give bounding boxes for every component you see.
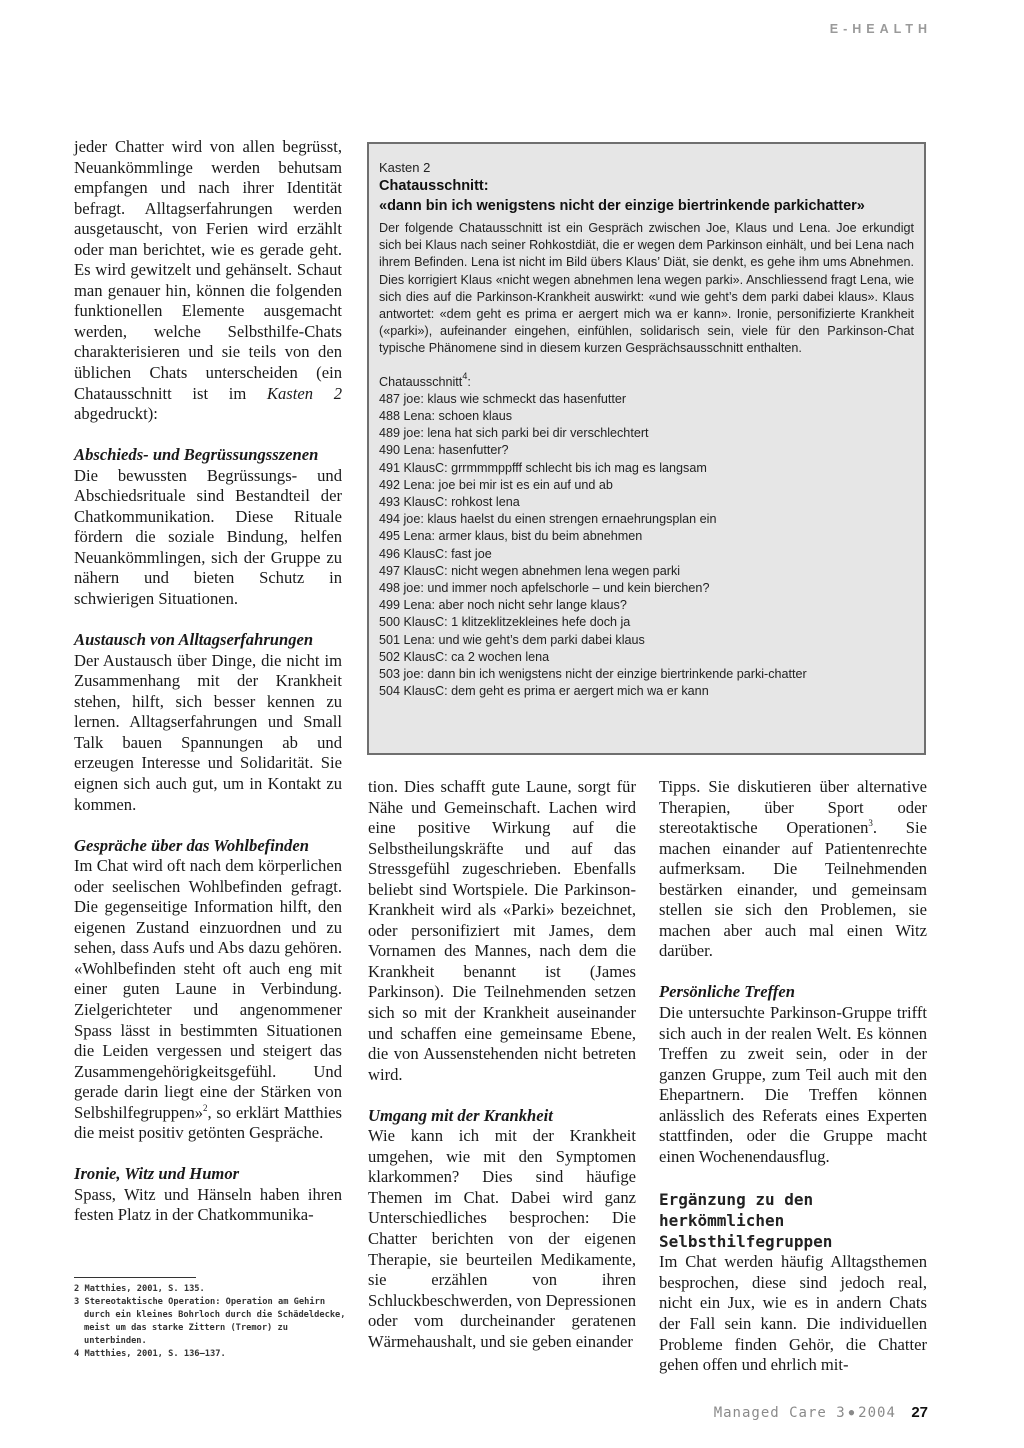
chat-line: 487 joe: klaus wie schmeckt das hasenfutter [379, 391, 627, 406]
section-text-abschied: Die bewussten Begrüssungs- und Abschiedsrituale sind Bestandteil der Chatkommunikation. Diese Rituale fördern die soziale Bindung, helfen Neuankömmlingen, sich der Gruppe zu nähern und bieten Schutz in schwierigen Situationen. [74, 465, 342, 609]
footnote-rule [74, 1277, 196, 1278]
chat-line: 494 joe: klaus haelst du einen strengen ernaehrungsplan ein [379, 512, 717, 527]
box-title-line2: «dann bin ich wenigstens nicht der einzige biertrinkende parkichatter» [379, 198, 865, 214]
middle-column [368, 777, 636, 1352]
box-intro: Der folgende Chatausschnitt ist ein Gespräch zwischen Joe, Klaus und Lena. Joe erkundigt sich bei Klaus nach seiner Rohkostdiät, die er wegen dem Parkinson einhält, und bei Lena nach ihrem Befinden. Lena ist nicht im Bild übers Klaus’ Diät, sie denkt, es gehe ihm ums Abnehmen. Dies korrigiert Klaus «nicht wegen abnehmen lena wegen parki». Anschliessend fragt Lena, wie sich dies auf die Parkinson-Krankheit auswirkt: «und wie geht’s dem parki dabei klaus». Klaus antwortet: «dem geht es prima er aergert mich wa er kann». Ironie, personifizierte Krankheit («parki»), aufeinander eingehen, einfühlen, solidarisch sein, viele für den Parkinson-Chat typische Phänomene sind in diesem kurzen Gesprächsausschnitt enthalten. [379, 221, 914, 356]
box-title-line1: Chatausschnitt: [379, 178, 489, 194]
running-head-section: E-HEALTH [829, 22, 932, 36]
chat-line: 504 KlausC: dem geht es prima er aergert mich wa er kann [379, 684, 709, 699]
chat-line: 495 Lena: armer klaus, bist du beim abnehmen [379, 529, 643, 544]
section-text-krankheit: Wie kann ich mit der Krankheit umgehen, wie mit den Symptomen klarkommen? Dies sind häufige Themen im Chat. Dabei wird ganz Unterschiedliches besprochen: Die Chatter berichten von der eigenen Therapie, sie beurteilen Medikamente, sie erzählen von ihren Schluckbeschwerden, von Depressionen oder vom durcheinander geratenen Wärmehaushalt, und sie geben einander [368, 1126, 636, 1351]
chat-line: 491 KlausC: grrmmmppfff schlecht bis ich mag es langsam [379, 460, 707, 475]
wohlbefinden-text: Im Chat wird oft nach dem körperlichen oder seelischen Wohlbefinden gefragt. Die gegenseitige Information hilft, den eigenen Zustand einzuordnen und zu sehen, dass Aufs und Abs dazu gehören. «Wohlbefinden steht oft auch eng mit einer guten Laune in Verbindung. Zielgerichteter und angenommener Spass lässt in bestimmten Situationen die Leiden vergessen und steigert das Zusammengehörigkeitsgefühl. Und gerade darin liegt eine der Stärken von Selbshilfegruppen» [74, 856, 342, 1122]
footnote-ref-3: 3 [868, 818, 873, 829]
issue-year: 2004 [858, 1405, 896, 1421]
section-heading-alltag: Austausch von Alltagserfahrungen [74, 630, 314, 650]
footnote-ref-2: 2 [203, 1102, 208, 1113]
section-text-humor: Spass, Witz und Hänseln haben ihren festen Platz in der Chatkommunika- [74, 1184, 342, 1225]
humor-continuation: tion. Dies schafft gute Laune, sorgt für Nähe und Gemeinschaft. Lachen wird eine positive Wirkung auf die Selbstheilungskräfte und auf das Stressgefühl zugeschrieben. Ebenfalls beliebt sind Wortspiele. Die Parkinson-Krankheit wird als «Parki» bezeichnet, oder personifiziert mit James, dem Vornamen des Mannes, nach dem die Krankheit benannt ist (James Parkinson). Die Teilnehmenden setzen sich so mit der Krankheit auseinander und schaffen eine gemeinsame Ebene, die von Aussenstehenden nicht betreten wird. [368, 777, 636, 1084]
section-text-treffen: Die untersuchte Parkinson-Gruppe trifft sich auch in der realen Welt. Es können Treffen zu zweit sein, oder in der ganzen Gruppe, zum Teil auch mit den Ehepartnern. Die Treffen können anlässlich des Referats eines Experten stattfinden, oder die Gruppe macht einen Wochenendausflug. [659, 1003, 927, 1166]
chat-line: 492 Lena: joe bei mir ist es ein auf und ab [379, 477, 613, 492]
section-heading-treffen: Persönliche Treffen [659, 982, 795, 1002]
footnote-4: 4 Matthies, 2001, S. 136–137. [74, 1349, 226, 1359]
page-footer [714, 1404, 928, 1421]
intro-paragraph [74, 137, 342, 425]
box-label: Kasten 2 [379, 160, 431, 175]
chat-line: 502 KlausC: ca 2 wochen lena [379, 649, 550, 664]
section-heading-wohlbefinden: Gespräche über das Wohlbefinden [74, 835, 309, 855]
chat-line: 489 joe: lena hat sich parki bei dir verschlechtert [379, 426, 649, 441]
chat-line: 490 Lena: hasenfutter? [379, 443, 509, 458]
chat-line: 497 KlausC: nicht wegen abnehmen lena wegen parki [379, 563, 681, 578]
footnotes [74, 1283, 346, 1361]
chat-line: 501 Lena: und wie geht’s dem parki dabei klaus [379, 632, 645, 647]
chat-line: 488 Lena: schoen klaus [379, 409, 513, 424]
tipps-text-end: . Sie machen einander auf Patientenrechte aufmerksam. Die Teilnehmenden bestärken einander, und gemeinsam stellen sie sich den Problemen, sie machen aber auch mal einen Witz darüber. [659, 818, 927, 961]
chat-label-text: Chatausschnitt [379, 374, 463, 389]
chat-lines-list [379, 391, 914, 701]
chat-excerpt-box [367, 142, 926, 755]
section-heading-humor: Ironie, Witz und Humor [74, 1164, 240, 1184]
left-column [74, 137, 342, 1226]
footnote-3: 3 Stereotaktische Operation: Operation am Gehirn durch ein kleines Bohrloch durch die Schädeldecke, meist um das starke Zittern (Tremor) zu unterbinden. [74, 1297, 346, 1346]
wohlbefinden-text-end: , so erklärt Matthies die meist positiv getönten Gespräche. [74, 1102, 342, 1143]
bullet-separator: ● [848, 1408, 856, 1418]
chat-line: 503 joe: dann bin ich wenigstens nicht der einzige biertrinkende parki-chatter [379, 667, 807, 682]
box-reference: Kasten 2 [266, 383, 342, 403]
chat-excerpt-label [379, 370, 914, 391]
issue-number: 3 [836, 1405, 846, 1421]
section-text-wohlbefinden [74, 856, 342, 1144]
section-heading-krankheit: Umgang mit der Krankheit [368, 1105, 553, 1125]
chat-label-colon: : [467, 374, 471, 389]
footnote-2: 2 Matthies, 2001, S. 135. [74, 1284, 205, 1294]
section-text-ergaenzung: Im Chat werden häufig Alltagsthemen besprochen, diese sind jedoch real, nicht ein Jux, wie es in andern Chats der Fall sein kann. Die individuellen Probleme finden Gehör, die Chatter gehen offen und ehrlich mit- [659, 1252, 927, 1375]
footnote-ref-4: 4 [462, 370, 468, 381]
tipps-text: Tipps. Sie diskutieren über alternative Therapien, über Sport oder stereotaktische Operationen [659, 777, 927, 838]
chat-line: 496 KlausC: fast joe [379, 546, 492, 561]
section-text-alltag: Der Austausch über Dinge, die nicht im Zusammenhang mit der Krankheit stehen, hilft, sich besser kennen zu lernen. Alltagserfahrungen und Small Talk bauen Spannungen ab und erzeugen Interesse und Solidarität. Sie eignen sich auch gut, um in Kontakt zu kommen. [74, 650, 342, 814]
right-column [659, 777, 927, 1376]
tipps-paragraph [659, 777, 927, 962]
chat-line: 499 Lena: aber noch nicht sehr lange klaus? [379, 598, 627, 613]
intro-text: jeder Chatter wird von allen begrüsst, Neuankömmlinge werden behutsam empfangen und nach ihrer Identität befragt. Alltagserfahrungen werden ausgetauscht, von Ferien wird erzählt oder man berichtet, wie es gerade geht. Es wird gewitzelt und gehänselt. Schaut man genauer hin, können die folgenden funktionellen Elemente ausgemacht werden, welche Selbsthilfe-Chats charakterisieren und sie teils von den üblichen Chats unterscheiden (ein Chatausschnitt ist im [74, 137, 342, 403]
intro-text-end: abgedruckt): [74, 404, 158, 424]
chat-line: 498 joe: und immer noch apfelschorle – und kein bierchen? [379, 581, 710, 596]
main-heading-ergaenzung: Ergänzung zu den herkömmlichen Selbsthilfegruppen [659, 1190, 833, 1252]
chat-line: 500 KlausC: 1 klitzeklitzekleines hefe doch ja [379, 615, 631, 630]
section-heading-abschied: Abschieds- und Begrüssungsszenen [74, 445, 319, 465]
page-number: 27 [911, 1404, 928, 1421]
chat-line: 493 KlausC: rohkost lena [379, 495, 520, 510]
journal-name: Managed Care [713, 1405, 827, 1421]
